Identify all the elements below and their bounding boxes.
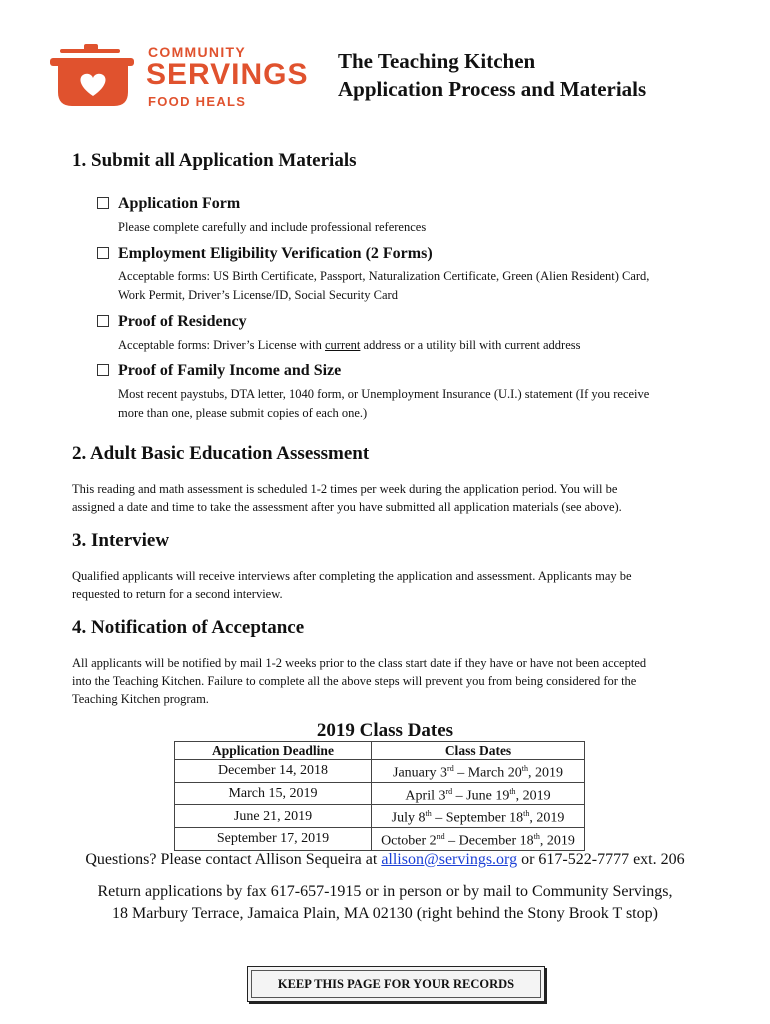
item-desc-application-form: Please complete carefully and include professional references	[118, 220, 427, 234]
column-header-deadline: Application Deadline	[175, 742, 372, 760]
checkbox-proof-of-residency[interactable]	[97, 315, 109, 327]
table-row	[175, 760, 585, 783]
start-ordinal: rd	[447, 764, 454, 773]
column-header-class-dates: Class Dates	[372, 742, 585, 760]
keep-records-text: KEEP THIS PAGE FOR YOUR RECORDS	[277, 977, 515, 991]
return-line-1: Return applications by fax 617-657-1915 or in person or by mail to Community Servings,	[97, 883, 673, 900]
checkbox-proof-of-income[interactable]	[97, 364, 109, 376]
class-dates-table	[174, 741, 585, 851]
contact-email-link[interactable]: allison@servings.org	[381, 851, 518, 868]
class-dates-cell	[372, 782, 585, 805]
table-row	[175, 827, 585, 850]
item-desc-employment-eligibility	[118, 267, 718, 305]
para-line: All applicants will be notified by mail 1-2 weeks prior to the class start date if they have or have not been accepted	[72, 656, 647, 670]
para-line: Teaching Kitchen program.	[72, 692, 209, 706]
item-desc-proof-of-income	[118, 385, 718, 423]
class-dates-cell	[372, 827, 585, 850]
para-line: requested to return for a second interview.	[72, 587, 283, 601]
keep-records-notice	[247, 966, 545, 1002]
section-2-heading: 2. Adult Basic Education Assessment	[72, 443, 370, 464]
contact-line	[0, 849, 770, 871]
class-dates-cell	[372, 805, 585, 828]
desc-text: address or a utility bill with current address	[360, 338, 581, 352]
title-line-1: The Teaching Kitchen	[338, 49, 536, 73]
end-date: – June 19	[452, 788, 510, 804]
brand-line-community: COMMUNITY	[148, 44, 247, 60]
para-line: This reading and math assessment is scheduled 1-2 times per week during the application period. You will be	[72, 482, 618, 496]
section-3-text	[72, 567, 692, 603]
item-title-proof-of-income: Proof of Family Income and Size	[118, 362, 342, 379]
end-ordinal: th	[523, 809, 530, 819]
end-date: – September 18	[431, 810, 524, 826]
item-desc-proof-of-residency	[118, 336, 708, 355]
year: , 2019	[529, 810, 565, 826]
contact-text: Questions? Please contact Allison Sequeira at	[85, 851, 382, 868]
return-line-2: 18 Marbury Terrace, Jamaica Plain, MA 02130 (right behind the Stony Brook T stop)	[112, 905, 658, 922]
desc-line: Most recent paystubs, DTA letter, 1040 form, or Unemployment Insurance (U.I.) statement (If you receive	[118, 387, 650, 401]
end-date: – December 18	[444, 833, 534, 849]
brand-line-servings: SERVINGS	[146, 58, 309, 91]
deadline-cell: September 17, 2019	[175, 827, 372, 850]
desc-line: more than one, please submit copies of each one.)	[118, 406, 368, 420]
title-line-2: Application Process and Materials	[338, 77, 647, 101]
section-2-text	[72, 480, 692, 516]
end-date: – March 20	[453, 765, 522, 781]
contact-phone-text: or 617-522-7777 ext. 206	[517, 851, 685, 868]
item-title-proof-of-residency: Proof of Residency	[118, 313, 247, 330]
year: , 2019	[515, 788, 551, 804]
deadline-cell: March 15, 2019	[175, 782, 372, 805]
deadline-cell: June 21, 2019	[175, 805, 372, 828]
desc-line: Work Permit, Driver’s License/ID, Social Security Card	[118, 288, 398, 302]
year: , 2019	[528, 765, 563, 781]
desc-underlined-text: current	[325, 338, 361, 352]
start-date: April 3	[405, 788, 446, 804]
start-ordinal: nd	[436, 831, 445, 841]
checkbox-employment-eligibility[interactable]	[97, 247, 109, 259]
class-dates-title: 2019 Class Dates	[316, 720, 454, 741]
class-dates-cell	[372, 760, 585, 783]
section-3-heading: 3. Interview	[72, 530, 170, 551]
para-line: Qualified applicants will receive interviews after completing the application and assessment. Applicants may be	[72, 569, 632, 583]
para-line: assigned a date and time to take the assessment after you have submitted all application materials (see above).	[72, 500, 622, 514]
item-title-application-form: Application Form	[118, 195, 241, 212]
para-line: into the Teaching Kitchen. Failure to complete all the above steps will prevent you from being considered for the	[72, 674, 637, 688]
end-ordinal: th	[521, 764, 528, 773]
deadline-cell: December 14, 2018	[175, 760, 372, 783]
start-date: October 2	[381, 833, 437, 849]
checkbox-application-form[interactable]	[97, 197, 109, 209]
table-header-row	[175, 742, 585, 760]
start-date: July 8	[391, 810, 426, 826]
section-1-heading: 1. Submit all Application Materials	[72, 150, 357, 171]
table-row	[175, 782, 585, 805]
section-4-heading: 4. Notification of Acceptance	[72, 617, 305, 638]
table-row	[175, 805, 585, 828]
end-ordinal: th	[509, 786, 516, 796]
start-ordinal: rd	[445, 786, 453, 796]
start-date: January 3	[393, 765, 448, 781]
brand-line-food-heals: FOOD HEALS	[148, 94, 247, 109]
desc-text: Acceptable forms: Driver’s License with	[118, 338, 325, 352]
item-title-employment-eligibility: Employment Eligibility Verification (2 Forms)	[118, 245, 433, 262]
start-ordinal: th	[425, 809, 432, 819]
end-ordinal: th	[533, 831, 540, 841]
page-title	[338, 47, 646, 103]
desc-line: Acceptable forms: US Birth Certificate, Passport, Naturalization Certificate, Green (Alien Resident) Card,	[118, 269, 650, 283]
section-4-text	[72, 654, 712, 708]
year: , 2019	[539, 833, 575, 849]
return-instructions	[0, 881, 770, 925]
